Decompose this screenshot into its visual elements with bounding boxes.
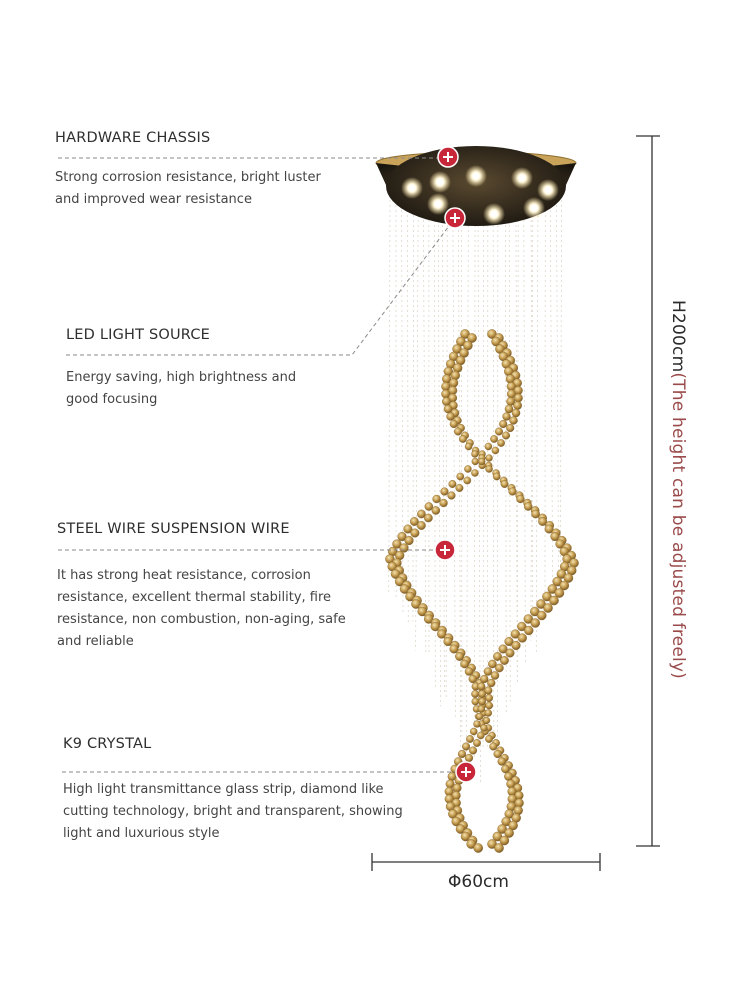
- crystal-bead: [446, 413, 454, 421]
- crystal-bead: [506, 424, 514, 432]
- crystal-bead: [486, 465, 493, 472]
- crystal-bead: [524, 502, 532, 510]
- crystal-bead: [457, 473, 464, 480]
- crystal-bead: [478, 458, 485, 465]
- feature-desc-crystal: High light transmittance glass strip, diamond like cutting technology, bright and transparent, showing light and luxurious style: [63, 782, 403, 841]
- bulb-core: [435, 201, 442, 208]
- crystal-bead: [424, 514, 432, 522]
- crystal-bead: [543, 603, 552, 612]
- plus-marker-icon: [435, 540, 455, 560]
- crystal-bead: [486, 455, 493, 462]
- crystal-bead: [501, 480, 509, 488]
- crystal-bead: [449, 480, 457, 488]
- crystal-bead: [490, 435, 497, 442]
- feature-desc-hardware: Strong corrosion resistance, bright luster and improved wear resistance: [55, 170, 321, 207]
- height-value: H200cm: [668, 300, 688, 373]
- crystal-bead: [537, 611, 546, 620]
- crystal-bead: [506, 649, 515, 658]
- crystal-strand: [509, 200, 510, 701]
- feature-desc-led: Energy saving, high brightness and good focusing: [66, 370, 297, 407]
- k9-crystal-ribbon: [385, 329, 578, 852]
- crystal-bead: [417, 521, 425, 529]
- crystal-strand: [442, 200, 444, 693]
- crystal-strand: [483, 200, 484, 748]
- crystal-bead: [497, 439, 504, 446]
- bulb-core: [437, 179, 444, 186]
- crystal-bead: [405, 536, 414, 545]
- crystal-bead: [469, 675, 477, 683]
- crystal-bead: [512, 641, 521, 650]
- crystal-bead: [469, 747, 477, 755]
- crystal-bead: [491, 671, 499, 679]
- diameter-dimension-line: [372, 853, 600, 871]
- crystal-strand: [524, 200, 526, 662]
- crystal-bead: [462, 743, 470, 751]
- crystal-strand: [560, 200, 561, 587]
- crystal-bead: [472, 458, 479, 465]
- crystal-bead: [477, 683, 485, 691]
- crystal-bead: [448, 492, 456, 500]
- feature-title-crystal: K9 CRYSTAL: [63, 736, 152, 752]
- crystal-bead: [441, 488, 449, 496]
- crystal-bead: [471, 451, 478, 458]
- crystal-strand: [516, 200, 517, 681]
- crystal-bead: [549, 596, 558, 605]
- crystal-strand: [389, 200, 390, 592]
- crystal-bead: [503, 413, 511, 421]
- crystal-strand: [413, 200, 414, 621]
- crystal-bead: [509, 488, 517, 496]
- crystal-bead: [465, 443, 472, 450]
- crystal-bead: [498, 757, 506, 765]
- crystal-bead: [493, 473, 500, 480]
- crystal-bead: [502, 432, 510, 440]
- crystal-bead: [456, 484, 464, 492]
- crystal-bead: [478, 690, 485, 697]
- crystal-bead: [485, 694, 492, 701]
- feature-title-led: LED LIGHT SOURCE: [66, 327, 211, 343]
- crystal-bead: [411, 529, 420, 538]
- bulb-core: [519, 175, 526, 182]
- crystal-bead: [471, 469, 478, 476]
- crystal-bead: [494, 843, 503, 852]
- crystal-bead: [444, 405, 452, 413]
- bulb-core: [545, 187, 552, 194]
- crystal-bead: [505, 405, 513, 413]
- crystal-bead: [459, 435, 466, 442]
- crystal-bead: [555, 588, 564, 597]
- crystal-bead: [433, 495, 441, 503]
- crystal-strand: [536, 200, 538, 652]
- crystal-bead: [450, 420, 458, 428]
- crystal-bead: [440, 499, 448, 507]
- crystal-bead: [494, 750, 502, 758]
- crystal-bead: [500, 656, 508, 664]
- crystal-bead: [466, 735, 473, 742]
- crystal-bead: [489, 743, 497, 751]
- crystal-bead: [425, 502, 433, 510]
- plus-marker-icon: [456, 762, 476, 782]
- crystal-bead: [483, 717, 490, 724]
- crystal-bead: [454, 428, 462, 436]
- feature-desc-wire: It has strong heat resistance, corrosion resistance, excellent thermal stability, fire resistance, non combustion, non-aging, safe and reliable: [57, 568, 346, 649]
- diameter-label: Φ60cm: [448, 872, 509, 892]
- crystal-bead: [499, 420, 507, 428]
- crystal-bead: [495, 664, 503, 672]
- crystal-bead: [510, 417, 518, 425]
- crystal-bead: [476, 713, 483, 720]
- crystal-bead: [470, 728, 477, 735]
- crystal-bead: [486, 702, 493, 709]
- bulb-core: [491, 211, 498, 218]
- crystal-bead: [465, 754, 473, 762]
- crystal-bead: [487, 679, 495, 687]
- plus-marker-icon: [438, 147, 458, 167]
- crystal-bead: [531, 618, 540, 627]
- crystal-bead: [471, 690, 478, 697]
- feature-title-hardware: HARDWARE CHASSIS: [55, 130, 211, 146]
- crystal-bead: [473, 739, 480, 746]
- crystal-bead: [449, 379, 458, 388]
- crystal-bead: [453, 784, 462, 793]
- crystal-bead: [485, 735, 492, 742]
- crystal-bead: [432, 506, 440, 514]
- crystal-bead: [464, 465, 471, 472]
- crystal-bead: [495, 428, 503, 436]
- crystal-bead: [478, 705, 485, 712]
- crystal-bead: [485, 443, 492, 450]
- crystal-strand: [517, 200, 518, 683]
- crystal-strand: [446, 200, 447, 698]
- feature-title-wire: STEEL WIRE SUSPENSION WIRE: [57, 521, 290, 537]
- crystal-bead: [474, 843, 483, 852]
- crystal-bead: [464, 477, 471, 484]
- height-dimension-line: [636, 136, 660, 846]
- crystal-bead: [485, 709, 492, 716]
- crystal-bead: [514, 394, 522, 402]
- crystal-strand: [407, 200, 408, 624]
- crystal-bead: [477, 732, 484, 739]
- crystal-bead: [451, 371, 460, 380]
- bulb-core: [531, 205, 538, 212]
- bulb-core: [473, 173, 480, 180]
- plus-marker-icon: [445, 208, 465, 228]
- crystal-strand: [434, 200, 435, 689]
- crystal-bead: [518, 634, 527, 643]
- crystal-bead: [465, 667, 473, 675]
- crystal-bead: [458, 750, 466, 758]
- crystal-bead: [492, 447, 499, 454]
- bulb-core: [409, 185, 416, 192]
- crystal-bead: [513, 401, 521, 409]
- height-note: (The height can be adjusted freely): [668, 372, 688, 680]
- crystal-bead: [480, 725, 487, 732]
- crystal-bead: [484, 667, 492, 675]
- crystal-strand: [453, 200, 456, 717]
- crystal-bead: [524, 626, 533, 635]
- crystal-bead: [512, 409, 520, 417]
- crystal-bead: [472, 698, 479, 705]
- crystal-bead: [479, 698, 486, 705]
- crystal-bead: [480, 675, 488, 683]
- crystal-bead: [516, 495, 524, 503]
- crystal-strand: [423, 200, 426, 653]
- crystal-bead: [473, 721, 480, 728]
- height-label: [668, 300, 688, 679]
